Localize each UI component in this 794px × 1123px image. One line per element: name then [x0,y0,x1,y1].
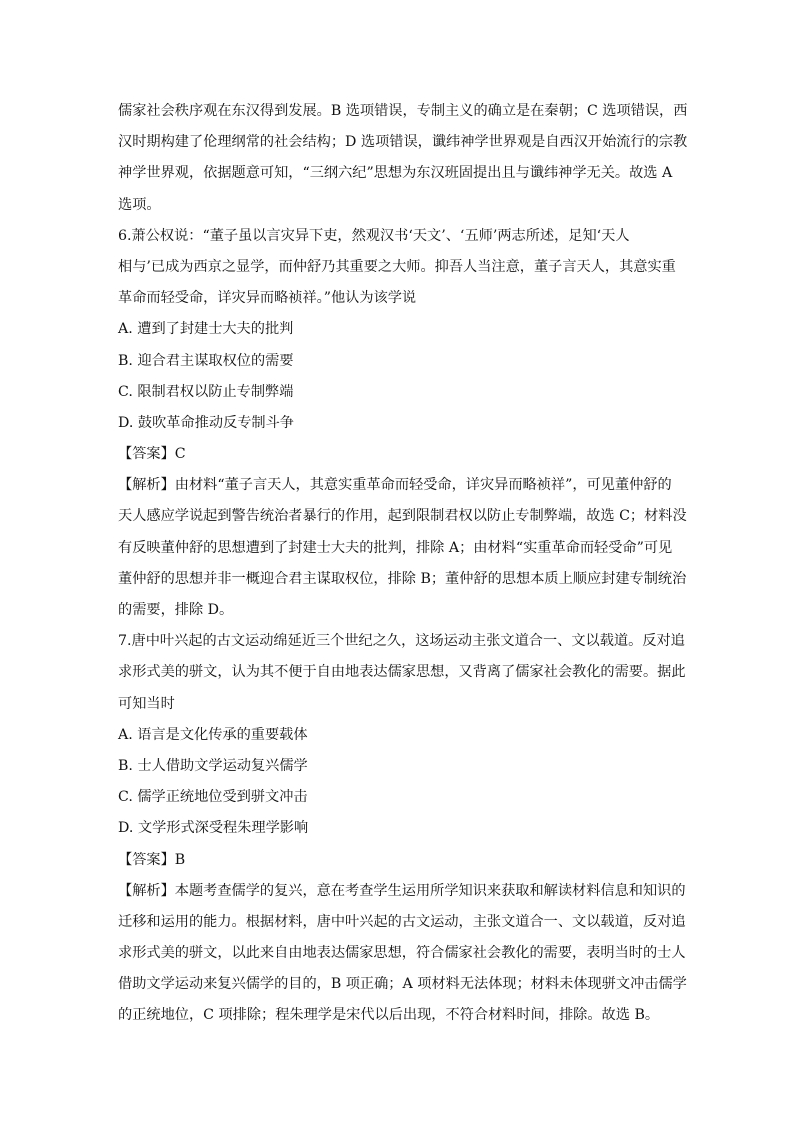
analysis-line: 的需要，排除 D。 [118,602,234,618]
option-b: B. 士人借助文学运动复兴儒学 [118,757,308,774]
question-stem-line: 6.萧公权说：“董子虽以言灾异下吏，然观汉书‘天文’、‘五师’两志所述，足知‘天人 [118,227,630,244]
text-line: 儒家社会秩序观在东汉得到发展。B 选项错误，专制主义的确立是在秦朝；C 选项错误，西 [118,103,688,119]
text-line: 神学世界观，依据题意可知，“三纲六纪”思想为东汉班固提出且与谶纬神学无关。故选 A [118,165,673,182]
text-line: 汉时期构建了伦理纲常的社会结构；D 选项错误，谶纬神学世界观是自西汉开始流行的宗教 [118,134,688,151]
option-d: D. 文学形式深受程朱理学影响 [118,820,309,837]
intro-paragraph [118,96,688,221]
analysis-line: 迁移和运用的能力。根据材料，唐中叶兴起的古文运动，主张文道合一、文以载道，反对追 [118,913,686,930]
analysis-line: 借助文学运动来复兴儒学的目的，B 项正确；A 项材料无法体现；材料未体现骈文冲击儒学 [118,976,687,993]
answer-label: 【答案】B [118,851,186,868]
option-a: A. 遭到了封建士大夫的批判 [118,321,294,338]
analysis-line: 【解析】由材料“董子言天人，其意实重革命而轻受命，详灾异而略祯祥”，可见董仲舒的 [118,477,672,494]
text-line: 选项。 [118,196,161,213]
question-stem-line: 求形式美的骈文，认为其不便于自由地表达儒家思想，又背离了儒家社会教化的需要。据此 [118,664,686,681]
answer-label: 【答案】C [118,446,186,463]
analysis-line: 的正统地位，C 项排除；程朱理学是宋代以后出现，不符合材料时间，排除。故选 B。 [118,1007,660,1024]
question-stem-line: 相与’已成为西京之显学，而仲舒乃其重要之大师。抑吾人当注意，董子言天人，其意实重 [118,258,676,275]
option-c: C. 限制君权以防止专制弊端 [118,383,294,400]
analysis-line: 有反映董仲舒的思想遭到了封建士大夫的批判，排除 A；由材料“实重革命而轻受命”可见 [118,539,673,556]
option-b: B. 迎合君主谋取权位的需要 [118,352,294,369]
option-a: A. 语言是文化传承的重要载体 [118,726,308,743]
analysis-line: 【解析】本题考查儒学的复兴，意在考查学生运用所学知识来获取和解读材料信息和知识的 [118,882,686,899]
question-6 [118,221,687,626]
question-stem-line: 革命而轻受命，详灾异而略祯祥。”他认为该学说 [118,290,417,307]
question-stem-line: 7.唐中叶兴起的古文运动绵延近三个世纪之久，这场运动主张文道合一、文以载道。反对追 [118,633,685,650]
option-d: D. 鼓吹革命推动反专制斗争 [118,414,294,431]
analysis-line: 董仲舒的思想并非一概迎合君主谋取权位，排除 B；董仲舒的思想本质上顺应封建专制统治 [118,570,687,587]
question-7 [118,626,687,1031]
analysis-line: 求形式美的骈文，以此来自由地表达儒家思想，符合儒家社会教化的需要，表明当时的士人 [118,945,686,962]
analysis-line: 天人感应学说起到警告统治者暴行的作用，起到限制君权以防止专制弊端，故选 C；材料没 [118,508,687,525]
question-stem-line: 可知当时 [118,695,175,712]
option-c: C. 儒学正统地位受到骈文冲击 [118,789,308,806]
document-page [118,96,688,1032]
